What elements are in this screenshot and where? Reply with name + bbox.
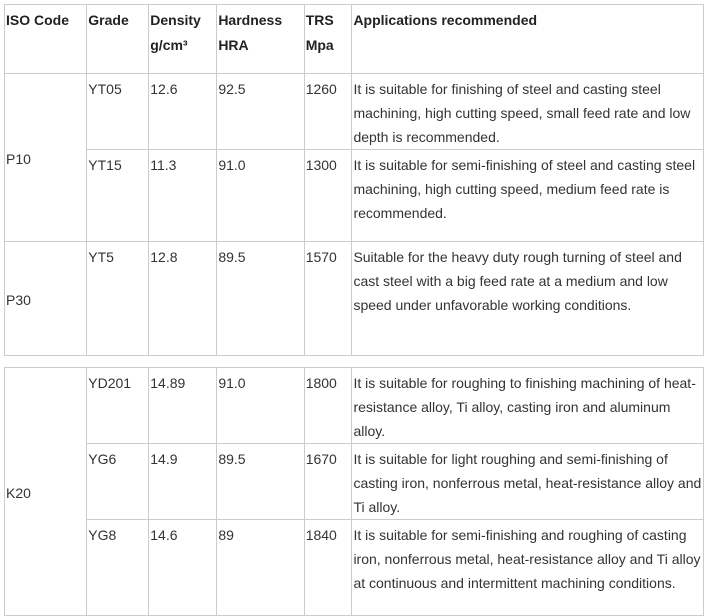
trs-cell: 1260 [304,74,352,150]
grades-table-k [4,367,704,616]
trs-cell: 1800 [304,368,352,444]
table-row [5,444,704,520]
density-cell: 11.3 [149,150,217,242]
grades-table-p [4,4,704,356]
header-hardness: Hardness HRA [217,5,304,74]
header-applications: Applications recommended [352,5,704,74]
application-cell: It is suitable for roughing to finishing machining of heat-resistance alloy, Ti alloy, casting iron and aluminum alloy. [352,368,704,444]
application-cell: It is suitable for semi-finishing and roughing of casting iron, nonferrous metal, heat-resistance alloy and Ti alloy at continuous and intermittent machining conditions. [352,520,704,616]
header-density: Density g/cm³ [149,5,217,74]
hardness-cell: 91.0 [217,150,304,242]
trs-cell: 1670 [304,444,352,520]
header-trs: TRS Mpa [304,5,352,74]
table-row [5,150,704,242]
header-row [5,5,704,74]
hardness-cell: 89.5 [217,242,304,356]
hardness-cell: 89.5 [217,444,304,520]
density-cell: 14.6 [149,520,217,616]
grade-cell: YD201 [87,368,149,444]
application-cell: It is suitable for finishing of steel and casting steel machining, high cutting speed, small feed rate and low depth is recommended. [352,74,704,150]
application-cell: It is suitable for light roughing and semi-finishing of casting iron, nonferrous metal, heat-resistance alloy and Ti alloy. [352,444,704,520]
trs-cell: 1570 [304,242,352,356]
grade-cell: YT5 [87,242,149,356]
header-grade: Grade [87,5,149,74]
grade-cell: YT15 [87,150,149,242]
table-row [5,368,704,444]
hardness-cell: 89 [217,520,304,616]
density-cell: 14.89 [149,368,217,444]
hardness-cell: 92.5 [217,74,304,150]
grade-cell: YG8 [87,520,149,616]
density-cell: 14.9 [149,444,217,520]
table-row [5,520,704,616]
iso-code-cell: K20 [5,368,87,616]
density-cell: 12.8 [149,242,217,356]
iso-code-cell: P10 [5,74,87,242]
table-row [5,74,704,150]
hardness-cell: 91.0 [217,368,304,444]
application-cell: Suitable for the heavy duty rough turning of steel and cast steel with a big feed rate at a medium and low speed under unfavorable working conditions. [352,242,704,356]
grade-cell: YT05 [87,74,149,150]
table-row [5,242,704,356]
density-cell: 12.6 [149,74,217,150]
trs-cell: 1840 [304,520,352,616]
application-cell: It is suitable for semi-finishing of steel and casting steel machining, high cutting speed, medium feed rate is recommended. [352,150,704,242]
iso-code-cell: P30 [5,242,87,356]
trs-cell: 1300 [304,150,352,242]
header-iso-code: ISO Code [5,5,87,74]
grade-cell: YG6 [87,444,149,520]
